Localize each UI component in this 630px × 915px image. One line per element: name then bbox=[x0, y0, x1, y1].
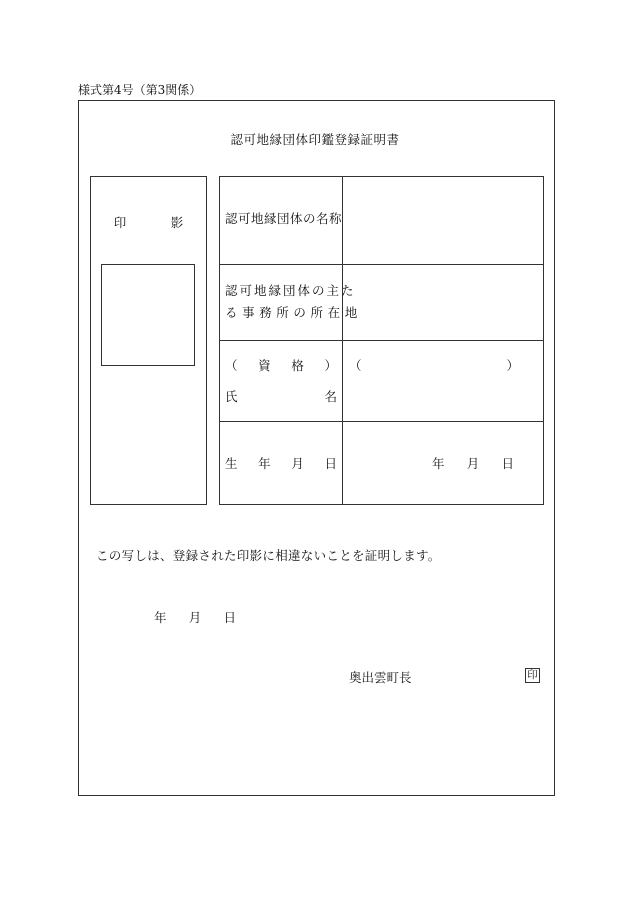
person-name-char-1: 氏 bbox=[225, 389, 238, 404]
certification-statement: この写しは、登録された印影に相違ないことを証明します。 bbox=[96, 548, 441, 563]
issue-date-day: 日 bbox=[223, 610, 236, 625]
birthdate-label-char-4: 日 bbox=[324, 456, 337, 471]
birthdate-label bbox=[225, 455, 337, 473]
issue-date-year: 年 bbox=[154, 610, 167, 625]
document-title: 認可地縁団体印鑑登録証明書 bbox=[230, 132, 400, 147]
issue-date bbox=[154, 608, 236, 626]
person-name-char-2: 名 bbox=[324, 389, 337, 404]
birthdate-label-char-3: 月 bbox=[291, 456, 304, 471]
birthdate-day: 日 bbox=[501, 456, 514, 471]
form-number: 様式第4号（第3関係） bbox=[78, 83, 202, 97]
seal-impression-area bbox=[101, 264, 195, 366]
issue-date-month: 月 bbox=[188, 610, 202, 625]
birthdate-year: 年 bbox=[432, 456, 445, 471]
issuer-title: 奥出雲町長 bbox=[349, 670, 412, 685]
table-divider-2 bbox=[219, 340, 544, 341]
person-name-label bbox=[225, 388, 337, 406]
qualification-char-1: 資 bbox=[258, 358, 271, 373]
qualification-open-paren: （ bbox=[225, 358, 238, 373]
birthdate-month: 月 bbox=[466, 456, 480, 471]
qualification-value-close-paren: ） bbox=[506, 358, 519, 373]
birthdate-label-char-2: 年 bbox=[258, 456, 271, 471]
birthdate-value-field bbox=[432, 455, 514, 473]
birthdate-label-char-1: 生 bbox=[225, 456, 238, 471]
seal-impression-label: 印 影 bbox=[113, 215, 200, 230]
qualification-label bbox=[225, 357, 337, 375]
qualification-close-paren: ） bbox=[324, 358, 337, 373]
official-seal-mark: 印 bbox=[525, 668, 540, 683]
table-column-divider bbox=[342, 176, 343, 505]
table-divider-1 bbox=[219, 264, 544, 265]
office-address-label-line1: 認可地縁団体の主た bbox=[225, 283, 356, 298]
qualification-value-field bbox=[349, 357, 519, 375]
office-address-label-line2: る事務所の所在地 bbox=[225, 305, 362, 320]
table-divider-3 bbox=[219, 421, 544, 422]
group-name-label: 認可地縁団体の名称 bbox=[225, 211, 343, 226]
qualification-value-open-paren: （ bbox=[349, 358, 362, 373]
qualification-char-2: 格 bbox=[291, 358, 304, 373]
